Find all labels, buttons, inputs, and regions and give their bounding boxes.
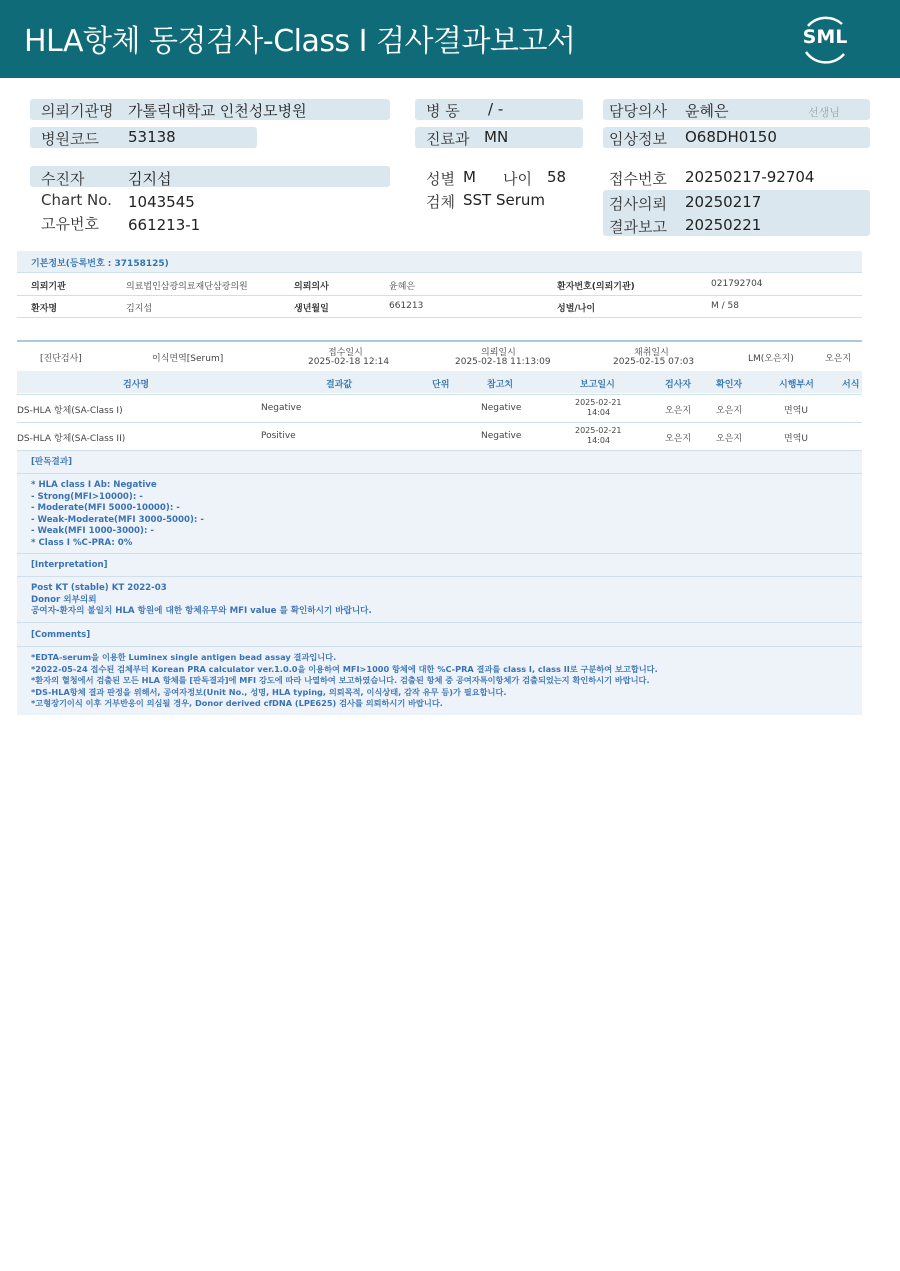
received-value: 2025-02-18 12:14	[308, 357, 390, 367]
col-dept: 시행부서	[779, 380, 814, 390]
report-label: 결과보고	[609, 218, 667, 236]
receipt-value: 20250217-92704	[685, 168, 815, 186]
age-label: 나이	[503, 170, 532, 188]
dept-label: 진료과	[426, 130, 470, 148]
collected-value: 2025-02-15 07:03	[613, 357, 695, 367]
chart-value: 1043545	[128, 193, 195, 211]
reading-line: - Weak-Moderate(MFI 3000-5000): -	[31, 514, 204, 525]
ward-value: / -	[488, 100, 504, 118]
row2-result: Positive	[261, 431, 296, 441]
hospital-code-label: 병원코드	[41, 130, 99, 148]
doctor-label: 담당의사	[609, 102, 667, 120]
ward-label: 병 동	[426, 102, 460, 120]
divider	[17, 272, 862, 273]
reading-line: - Moderate(MFI 5000-10000): -	[31, 503, 180, 514]
reading-line: * Class I %C-PRA: 0%	[31, 538, 133, 548]
divider	[17, 295, 862, 296]
divider	[17, 394, 862, 395]
col-form: 서식	[842, 380, 860, 390]
row2-date: 2025-02-21	[575, 426, 622, 435]
lm-person: 오은지	[825, 354, 852, 364]
basic-info-title: 기본정보(등록번호 : 37158125)	[31, 259, 169, 269]
divider	[17, 317, 862, 318]
receipt-label: 접수번호	[609, 170, 667, 188]
col-name: 검사명	[123, 380, 150, 390]
comment-line: *환자의 혈청에서 검출된 모든 HLA 항체를 [판독결과]에 MFI 강도에 따라 나열하여 보고하였습니다. 검출된 항체 중 공여자특이항체가 검출되었는지 확인하시기 바랍니다.	[31, 675, 650, 686]
chart-label: Chart No.	[41, 191, 112, 209]
basic-sexage-value: M / 58	[711, 301, 739, 311]
col-ref: 참고치	[487, 380, 514, 390]
logo-text: SML	[802, 26, 848, 48]
col-tester: 검사자	[665, 380, 692, 390]
report-value: 20250221	[685, 216, 762, 234]
row2-time: 14:04	[587, 436, 611, 445]
basic-birth-value: 661213	[389, 301, 424, 311]
requested-label: 의뢰일시	[481, 348, 516, 358]
basic-patno-label: 환자번호(의뢰기관)	[557, 282, 635, 292]
dept-value: MN	[484, 128, 509, 146]
sex-value: M	[463, 168, 476, 186]
unique-label: 고유번호	[41, 215, 99, 233]
divider	[17, 473, 862, 474]
comments-title: [Comments]	[31, 630, 91, 640]
doctor-suffix: 선생님	[808, 106, 840, 119]
basic-patno-value: 021792704	[711, 279, 763, 289]
clinical-label: 임상정보	[609, 130, 667, 148]
row2-name: DS-HLA 항체(SA-Class II)	[17, 434, 126, 444]
comment-line: *DS-HLA항체 결과 판정을 위해서, 공여자정보(Unit No., 성명, HLA typing, 의뢰목적, 이식상태, 감작 유무 등)가 필요합니다.	[31, 686, 507, 697]
col-date: 보고일시	[580, 380, 615, 390]
sex-label: 성별	[426, 170, 455, 188]
patient-value: 김지섭	[128, 170, 172, 188]
report-title: HLA항체 동정검사-Class I 검사결과보고서	[24, 24, 576, 59]
received-label: 접수일시	[328, 348, 363, 358]
row1-dept: 면역U	[784, 406, 808, 416]
basic-doctor-label: 의뢰의사	[294, 282, 329, 292]
col-unit: 단위	[432, 380, 450, 390]
basic-institution-value: 의료법인삼광의료재단삼광의원	[126, 282, 248, 292]
specimen-label: 검체	[426, 193, 455, 211]
basic-birth-label: 생년월일	[294, 304, 329, 314]
requested-value: 2025-02-18 11:13:09	[455, 357, 551, 367]
reading-line: * HLA class I Ab: Negative	[31, 480, 157, 490]
row2-tester: 오은지	[665, 434, 692, 444]
col-checker: 확인자	[716, 380, 743, 390]
interpretation-line: Donor 외부의뢰	[31, 594, 97, 605]
divider	[17, 576, 862, 577]
age-value: 58	[547, 168, 567, 186]
basic-name-label: 환자명	[31, 304, 58, 314]
row2-checker: 오은지	[716, 434, 743, 444]
interpretation-line: Post KT (stable) KT 2022-03	[31, 583, 167, 593]
reading-title: [판독결과]	[31, 457, 73, 467]
row1-date: 2025-02-21	[575, 398, 622, 407]
interpretation-title: [Interpretation]	[31, 560, 108, 570]
divider	[17, 340, 862, 342]
comment-line: *고형장기이식 이후 거부반응이 의심될 경우, Donor derived cfDNA (LPE625) 검사를 의뢰하시기 바랍니다.	[31, 698, 443, 709]
row1-name: DS-HLA 항체(SA-Class I)	[17, 406, 123, 416]
specimen-value: SST Serum	[463, 191, 546, 209]
clinical-value: O68DH0150	[685, 128, 777, 146]
basic-sexage-label: 성별/나이	[557, 304, 596, 314]
lm-value: LM(오은지)	[748, 354, 794, 364]
row2-ref: Negative	[481, 431, 522, 441]
patient-label: 수진자	[41, 170, 85, 188]
basic-doctor-value: 윤혜은	[389, 282, 416, 292]
row1-checker: 오은지	[716, 406, 743, 416]
row1-time: 14:04	[587, 408, 611, 417]
collected-label: 채취일시	[634, 348, 669, 358]
row1-tester: 오은지	[665, 406, 692, 416]
reading-line: - Strong(MFI>10000): -	[31, 491, 143, 502]
col-result: 결과값	[326, 380, 353, 390]
unique-value: 661213-1	[128, 216, 201, 234]
comment-line: *EDTA-serum을 이용한 Luminex single antigen bead assay 결과입니다.	[31, 652, 337, 662]
row1-ref: Negative	[481, 403, 522, 413]
institution-value: 가톨릭대학교 인천성모병원	[128, 102, 307, 120]
sml-logo	[798, 12, 852, 66]
report-header	[0, 0, 900, 78]
basic-institution-label: 의뢰기관	[31, 282, 66, 292]
row1-result: Negative	[261, 403, 302, 413]
test-category: [진단검사]	[40, 354, 82, 364]
doctor-value: 윤혜은	[685, 102, 729, 120]
reading-line: - Weak(MFI 1000-3000): -	[31, 526, 154, 537]
request-value: 20250217	[685, 193, 762, 211]
request-label: 검사의뢰	[609, 195, 667, 213]
divider	[17, 646, 862, 647]
row2-dept: 면역U	[784, 434, 808, 444]
interpretation-line: 공여자-환자의 불일치 HLA 항원에 대한 항체유무와 MFI value 를 확인하시기 바랍니다.	[31, 606, 372, 617]
test-specimen: 이식면역[Serum]	[152, 354, 224, 364]
divider	[17, 422, 862, 423]
basic-name-value: 김지섭	[126, 304, 153, 314]
hospital-code-value: 53138	[128, 128, 176, 146]
institution-label: 의뢰기관명	[41, 102, 114, 120]
comment-line: *2022-05-24 접수된 검체부터 Korean PRA calculator ver.1.0.0을 이용하여 MFI>1000 항체에 대한 %C-PRA 결과를 class I, class II로 구분하여 보고합니다.	[31, 663, 658, 674]
